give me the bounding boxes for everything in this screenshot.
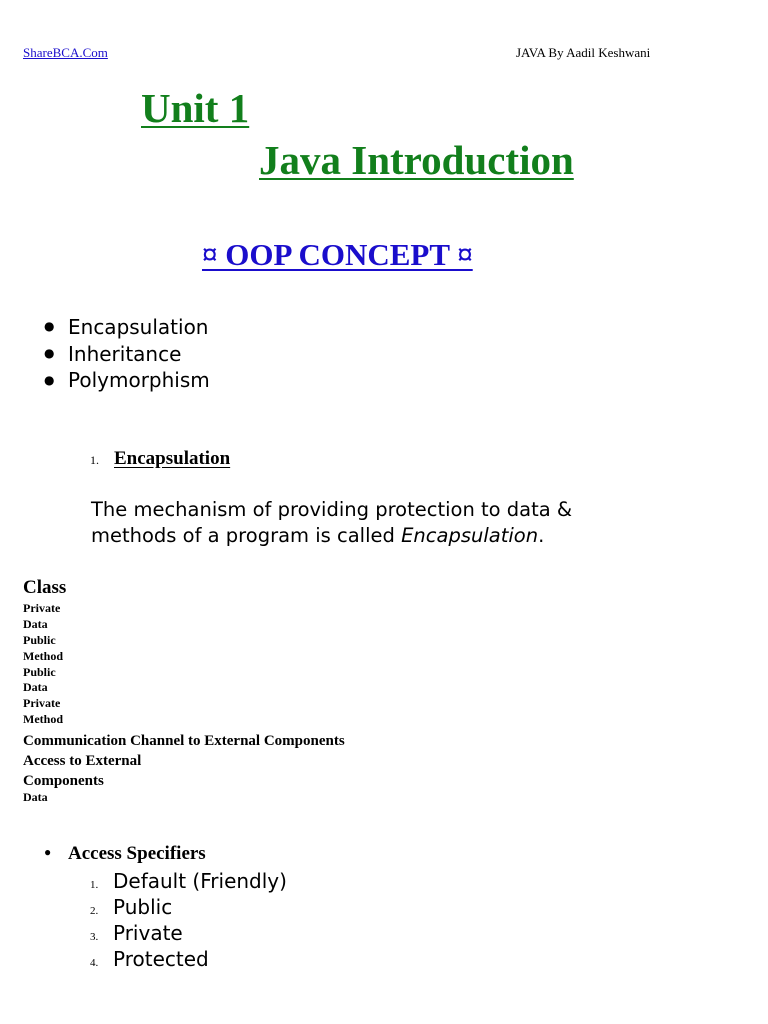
definition-line-1: The mechanism of providing protection to data &	[91, 498, 573, 521]
list-item	[90, 868, 287, 894]
definition-prefix: methods of a program is called	[91, 524, 402, 547]
unit-title: Unit 1	[141, 85, 250, 131]
access-specifiers-label: Access Specifiers	[68, 843, 206, 864]
access-specifiers-list	[90, 868, 287, 972]
label-public: Public	[23, 632, 56, 647]
bullet-icon: ●	[44, 319, 55, 334]
encapsulation-heading	[90, 448, 230, 470]
list-number: 1.	[90, 879, 99, 891]
list-item-label: Encapsulation	[68, 315, 209, 339]
list-item	[90, 894, 287, 920]
label-private: Private	[23, 696, 61, 711]
channel-labels	[23, 731, 345, 791]
document-author-header: JAVA By Aadil Keshwani	[516, 45, 651, 60]
label-components: Components	[23, 773, 104, 789]
bullet-icon: ●	[44, 845, 52, 860]
list-item	[90, 920, 287, 946]
label-method: Method	[23, 648, 63, 663]
list-item-label: Inheritance	[68, 341, 182, 366]
label-method: Method	[23, 712, 63, 727]
label-data: Data	[23, 680, 48, 695]
label-data-bottom: Data	[23, 790, 48, 804]
list-number: 3.	[90, 931, 99, 943]
list-number: 4.	[90, 957, 99, 969]
definition-line-2	[91, 523, 572, 549]
encapsulation-heading-text: Encapsulation	[114, 448, 231, 469]
list-item-label: Public	[113, 895, 173, 919]
label-access-external: Access to External	[23, 753, 142, 769]
list-item	[44, 367, 210, 394]
definition-period: .	[538, 524, 545, 547]
bullet-icon: ●	[44, 372, 55, 387]
list-item-label: Polymorphism	[68, 368, 210, 393]
list-number: 1.	[90, 453, 99, 467]
class-member-labels	[23, 601, 63, 728]
access-specifiers-heading	[44, 843, 206, 865]
section-heading-oop-concept[interactable]: ¤ OOP CONCEPT ¤	[202, 237, 473, 272]
list-item-label: Private	[113, 921, 183, 945]
oop-concepts-list	[44, 314, 210, 394]
label-public: Public	[23, 664, 56, 679]
label-communication-channel: Communication Channel to External Components	[23, 733, 345, 749]
list-item	[44, 314, 210, 341]
list-item-label: Default (Friendly)	[113, 869, 287, 893]
class-label: Class	[23, 577, 67, 598]
label-private: Private	[23, 601, 61, 615]
list-item	[44, 341, 210, 368]
list-number: 2.	[90, 905, 99, 917]
list-item-label: Protected	[113, 947, 209, 971]
page-title: Java Introduction	[259, 137, 574, 183]
site-link[interactable]: ShareBCA.Com	[23, 45, 108, 60]
bullet-icon: ●	[44, 345, 55, 360]
definition-term: Encapsulation	[401, 524, 539, 547]
encapsulation-definition	[91, 497, 572, 549]
label-data: Data	[23, 616, 48, 631]
list-item	[90, 946, 287, 972]
